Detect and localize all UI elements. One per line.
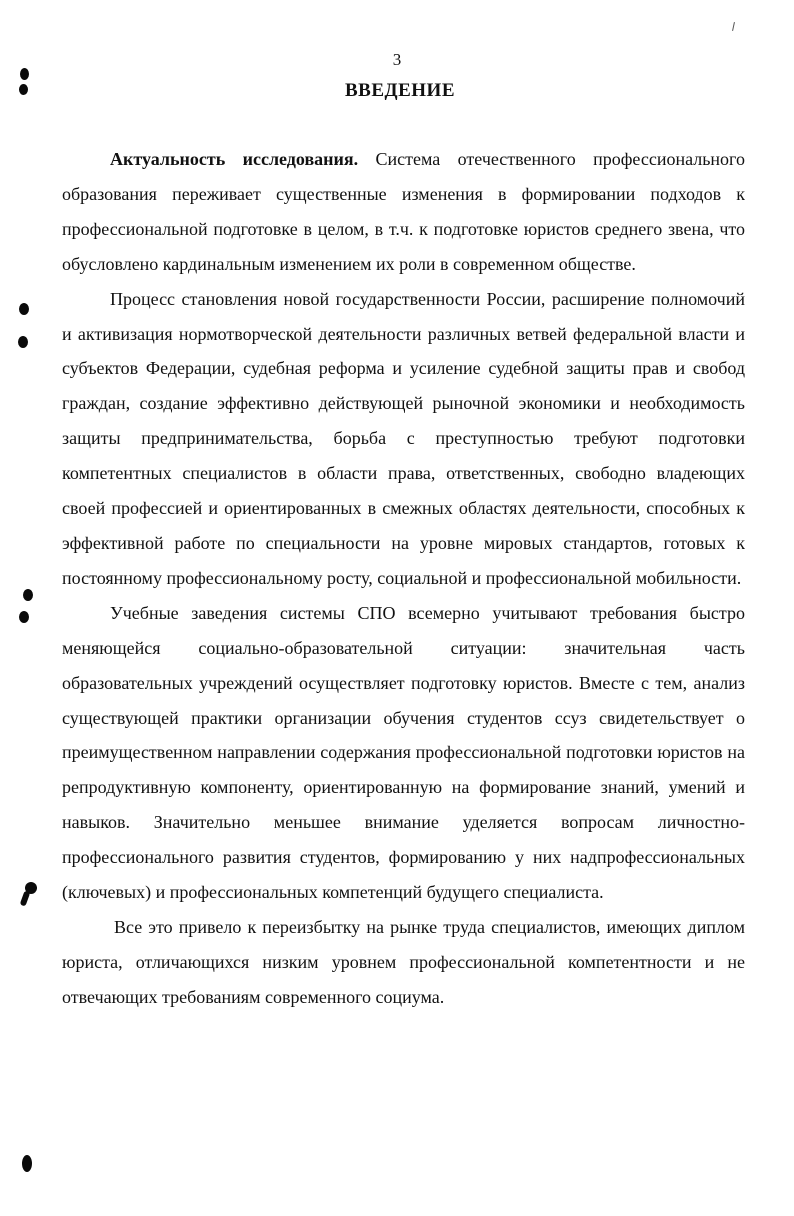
punch-hole-mark [22,1155,32,1172]
punch-hole-mark [19,84,28,95]
punch-hole-mark [20,68,29,80]
paragraph-4: Все это привело к переизбытку на рынке труда специалистов, имеющих диплом юриста, отличающихся низким уровнем профессиональной компетентности и не отвечающих требованиям современного социума. [62,916,745,1007]
punch-hole-mark [18,336,28,348]
paragraph-3: Учебные заведения системы СПО всемерно учитывают требования быстро меняющейся социально-образовательной ситуации: значительная часть образовательных учреждений осуществляет подготовку юристов. Вместе с тем, анализ существующей практики организации обучения студентов ссуз свидетельствует о преимущественном направлении содержания профессиональной подготовки юристов на репродуктивную компоненту, ориентированную на формирование знаний, умений и навыков. Значительно меньшее внимание уделяется вопросам личностно-профессионального развития студентов, формированию у них надпрофессиональных (ключевых) и профессиональных компетенций будущего специалиста. [62,602,745,903]
paragraph-1-text: Система отечественного профессионального образования переживает существенные изменения в формировании подходов к профессиональной подготовке в целом, в т.ч. к подготовке юристов среднего звена, что обусловлено кардинальным изменением их роли в современном обществе. [62,149,745,274]
punch-hole-mark [19,611,29,623]
page-number: 3 [392,50,402,69]
punch-hole-mark [20,890,31,906]
punch-hole-mark [19,303,29,315]
page-title: ВВЕДЕНИЕ [345,80,455,101]
paragraph-2: Процесс становления новой государственности России, расширение полномочий и активизация нормотворческой деятельности различных ветвей федеральной власти и субъектов Федерации, судебная реформа и усиление судебной защиты прав и свобод граждан, создание эффективно действующей рыночной экономики и необходимость защиты предпринимательства, борьба с преступностью требуют подготовки компетентных специалистов в области права, ответственных, свободно владеющих своей профессией и ориентированных в смежных областях деятельности, способных к эффективной работе по специальности на уровне мировых стандартов, готовых к постоянному профессиональному росту, социальной и профессиональной мобильности. [62,288,745,588]
punch-hole-mark [23,589,33,601]
scan-tick-mark [732,22,735,31]
body-text [62,142,745,1015]
paragraph-1-lead: Актуальность исследования. [110,149,359,169]
paragraph-1 [62,142,745,282]
